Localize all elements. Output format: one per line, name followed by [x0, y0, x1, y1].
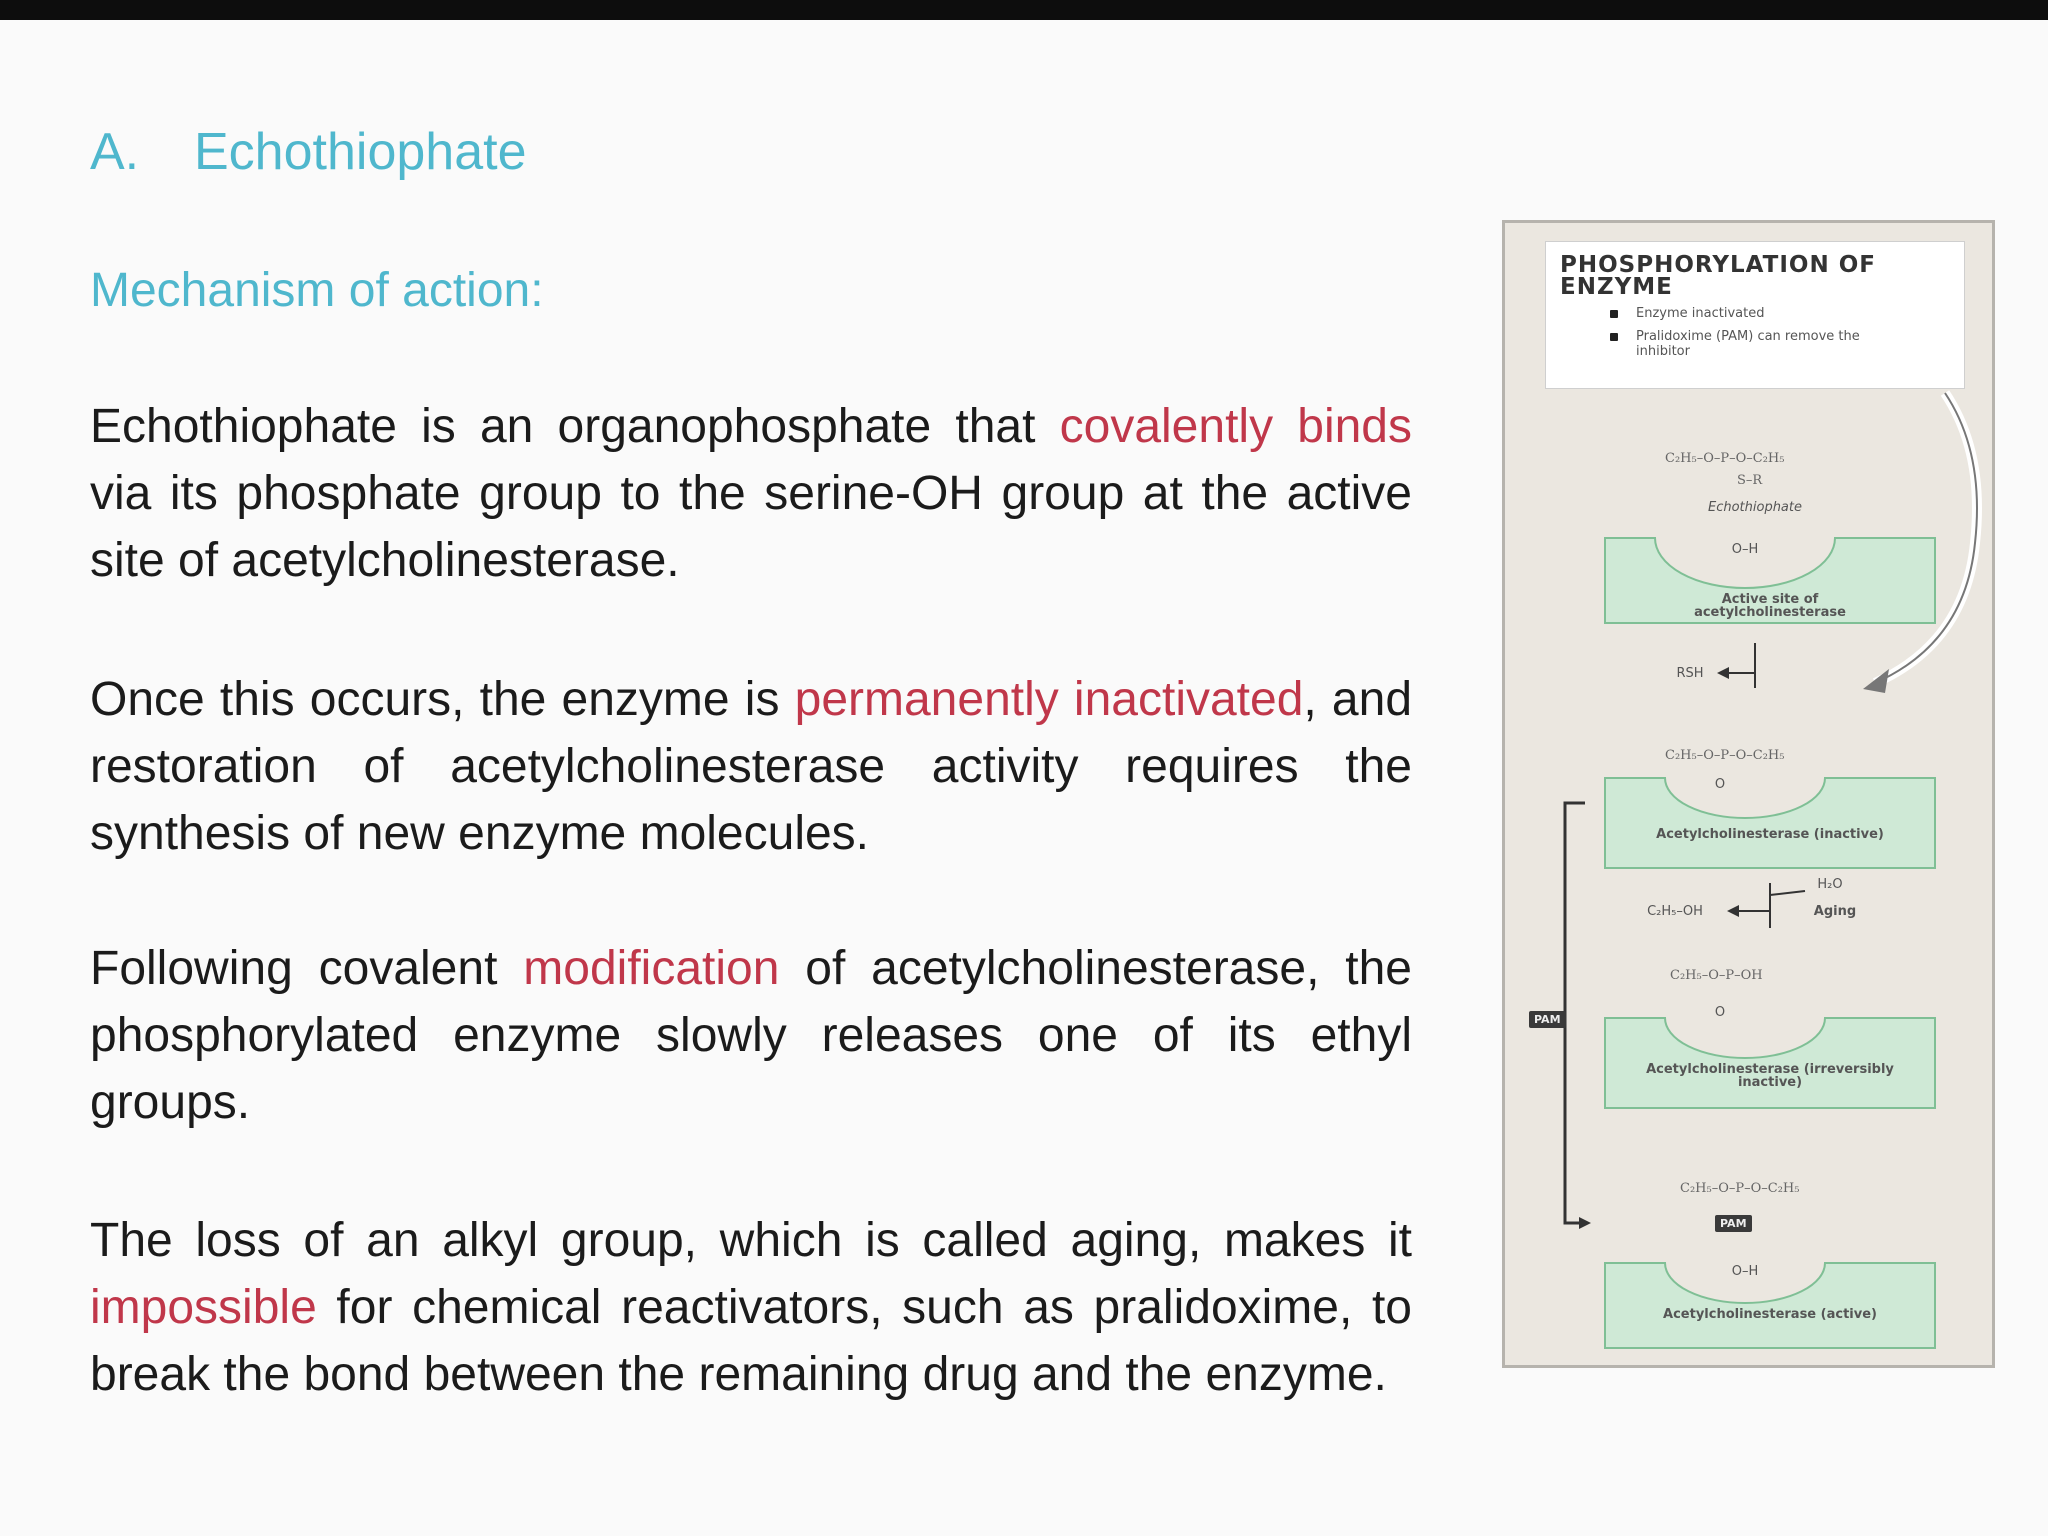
formula-aged: C₂H₅–O–P–OH — [1670, 968, 1763, 983]
pam-badge-complex: PAM — [1715, 1215, 1752, 1232]
rsh-label: RSH — [1676, 666, 1704, 681]
text-run: , and restoration of acetylcholinesterase activity requires the synthesis of new enzyme molecules. — [90, 673, 1413, 860]
pam-bracket-arrow — [1579, 1217, 1591, 1229]
section-letter: A. — [90, 123, 140, 181]
figure-graphics — [1505, 223, 1998, 1371]
paragraph-modification — [90, 935, 1412, 1136]
h2o-branch — [1770, 891, 1805, 895]
bullet-icon — [1610, 333, 1618, 341]
aging-label: Aging — [1813, 904, 1857, 919]
ethanol-arrow-head — [1727, 905, 1739, 917]
formula-pam-complex: C₂H₅–O–P–O–C₂H₅ — [1680, 1181, 1800, 1196]
pam-badge: PAM — [1529, 1011, 1566, 1028]
oh-label-restored: O–H — [1731, 1264, 1759, 1279]
rsh-arrow-head — [1717, 667, 1729, 679]
phosphorylation-callout — [1545, 241, 1965, 389]
irreversible-label: Acetylcholinesterase (irreversibly inactive) — [1646, 1062, 1894, 1090]
inactive-label: Acetylcholinesterase (inactive) — [1656, 827, 1884, 842]
active-site-label: Active site of acetylcholinesterase — [1694, 592, 1846, 620]
text-run: Once this occurs, the enzyme is — [90, 673, 795, 726]
highlight-impossible: impossible — [90, 1281, 317, 1334]
text-run: Following covalent — [90, 942, 524, 995]
text-run: The loss of an alkyl group, which is called aging, makes it — [90, 1214, 1412, 1267]
oxygen-label-aged: O — [1714, 1005, 1726, 1020]
highlight-permanently-inactivated: permanently inactivated — [794, 673, 1304, 726]
bullet-text: Enzyme inactivated — [1636, 306, 1765, 321]
text-run: of acetylcholinesterase, the phosphorylated enzyme slowly releases one of its ethyl groups. — [90, 942, 1412, 1129]
enzyme-inactive-block — [1605, 778, 1935, 868]
formula-side-group: S–R — [1737, 473, 1763, 488]
text-run: Echothiophate is an organophosphate that — [90, 400, 1060, 453]
paragraph-inactivation — [90, 666, 1412, 867]
oxygen-label: O — [1714, 777, 1726, 792]
top-bar — [0, 0, 2048, 20]
curved-arrow-head — [1863, 669, 1889, 693]
active-enzyme-label: Acetylcholinesterase (active) — [1663, 1307, 1877, 1322]
oh-label: O–H — [1731, 542, 1759, 557]
bullet-text: Pralidoxime (PAM) can remove the inhibitor — [1636, 329, 1860, 359]
paragraph-aging — [90, 1207, 1412, 1408]
highlight-modification: modification — [523, 942, 780, 995]
section-title: Echothiophate — [194, 123, 527, 181]
formula-echothiophate: C₂H₅–O–P–O–C₂H₅ — [1665, 451, 1785, 466]
echothiophate-label: Echothiophate — [1707, 500, 1802, 515]
mechanism-figure — [1502, 220, 1995, 1368]
slide — [0, 20, 2048, 1536]
callout-bullet — [1560, 329, 1952, 359]
mechanism-heading: Mechanism of action: — [90, 264, 544, 317]
text-run: for chemical reactivators, such as pralidoxime, to break the bond between the remaining drug and the enzyme. — [90, 1281, 1412, 1401]
pam-bracket — [1565, 803, 1585, 1223]
ethanol-label: C₂H₅–OH — [1647, 904, 1703, 919]
formula-phosphorylated: C₂H₅–O–P–O–C₂H₅ — [1665, 748, 1785, 763]
callout-bullet — [1560, 306, 1952, 321]
callout-title: PHOSPHORYLATION OF ENZYME — [1560, 252, 1876, 300]
paragraph-binding — [90, 393, 1412, 594]
highlight-covalently-binds: covalently binds — [1059, 400, 1413, 453]
text-run: via its phosphate group to the serine-OH group at the active site of acetylcholinesterase. — [90, 467, 1412, 587]
bullet-icon — [1610, 310, 1618, 318]
section-heading — [90, 122, 527, 182]
h2o-label: H₂O — [1817, 877, 1843, 892]
